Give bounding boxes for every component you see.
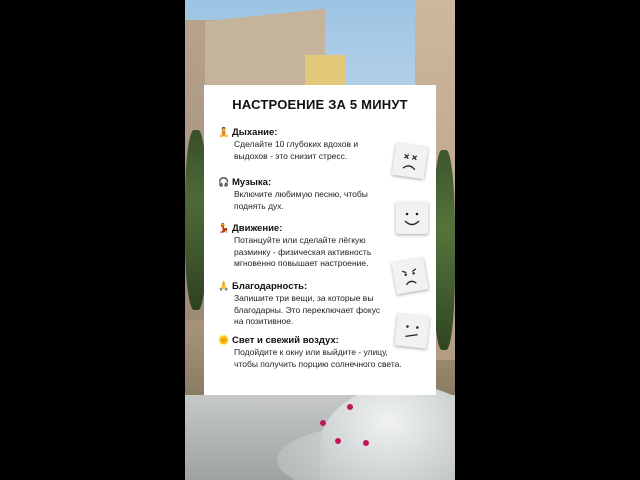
item-heading: Благодарность: <box>232 281 308 292</box>
petal <box>335 438 341 444</box>
mood-card <box>204 85 436 395</box>
petal <box>347 404 353 410</box>
meditation-icon: 🧘 <box>218 127 230 137</box>
list-item-breathing <box>218 127 408 162</box>
worried-face-icon <box>391 257 428 294</box>
list-item-movement <box>218 223 408 270</box>
item-body: Запишите три вещи, за которые вы благодарны. Это переключает фокус на позитивное. <box>234 293 381 326</box>
item-heading: Дыхание: <box>232 127 278 138</box>
smiling-face-icon <box>396 202 428 234</box>
dancer-icon: 💃 <box>218 223 230 233</box>
neutral-face-icon <box>394 313 429 348</box>
praying-hands-icon: 🙏 <box>218 281 230 291</box>
right-letterbox <box>455 0 640 480</box>
tree-right <box>433 150 455 350</box>
item-heading: Свет и свежий воздух: <box>232 335 339 346</box>
item-body: Включите любимую песню, чтобы поднять дух. <box>234 189 368 211</box>
list-item-gratitude <box>218 281 408 328</box>
item-heading: Движение: <box>232 223 283 234</box>
item-body: Потанцуйте или сделайте лёгкую разминку - физическая активность мгновенно повышает настроение. <box>234 235 372 268</box>
petal <box>320 420 326 426</box>
petal <box>363 440 369 446</box>
list-item-music <box>218 177 408 212</box>
item-body: Сделайте 10 глубоких вдохов и выдохов - это снизит стресс. <box>234 139 359 161</box>
card-title: НАСТРОЕНИЕ ЗА 5 МИНУТ <box>232 97 408 112</box>
sun-icon: 🌞 <box>218 335 230 345</box>
item-body: Подойдите к окну или выйдите - улицу, чтобы получить порцию солнечного света. <box>234 347 402 369</box>
item-heading: Музыка: <box>232 177 272 188</box>
left-letterbox <box>0 0 185 480</box>
yellow-building <box>305 55 345 85</box>
headphones-icon: 🎧 <box>218 177 230 187</box>
sad-face-icon <box>392 143 428 179</box>
